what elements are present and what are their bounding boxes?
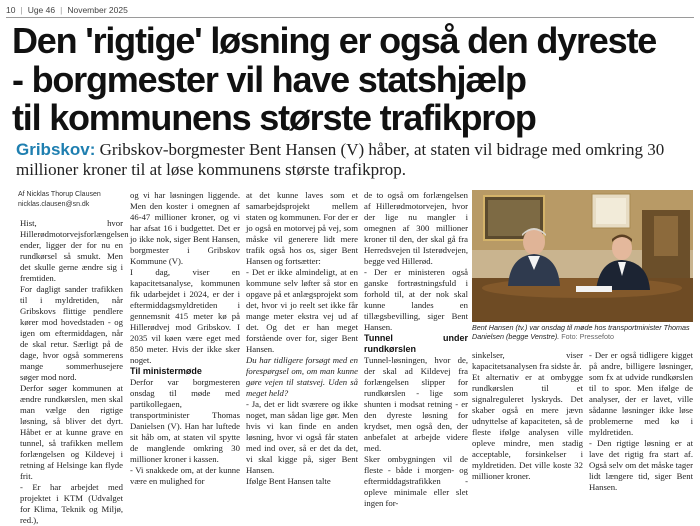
photo-credit: Foto: Pressefoto bbox=[561, 332, 614, 341]
paragraph: de to også om forlængelsen af Hillerødmotorvejen, hvor der lige nu mangler i omegnen af 300 millioner kroner til den, der skal gå fra Herredsvejen til Isterødvejen, begge ved Hillerød. bbox=[364, 190, 468, 266]
paragraph: Ifølge Bent Hansen talte bbox=[246, 476, 331, 486]
folio-week: Uge 46 bbox=[27, 5, 56, 15]
paragraph: - Der er ministeren også ganske fortrøstningsfuld i forhold til, at der nok skal kunne landes en tillægsbevilling, siger Bent Hansen. bbox=[364, 267, 468, 332]
paragraph: Tunnel-løsningen, hvor de, der skal ad Kildevej fra forlængelsen slipper for rundkørslen - lige som shunten i modsat retning - er den dyreste løsning for krydset, men også den, der anbefalet at arbejde videre med. bbox=[364, 355, 468, 453]
article-column-5 bbox=[472, 350, 583, 480]
paragraph: - Det er ikke almindeligt, at en kommune selv løfter så stor en opgave på et anlægsprojekt som det, hvor vi jo reelt set ikke får mange meter ekstra vej ud af det. Og det er han meget forstående over for, siger Bent Hansen. bbox=[246, 267, 358, 354]
byline-author: Af Nicklas Thorup Clausen bbox=[18, 191, 101, 198]
meeting-photo-illustration bbox=[472, 190, 693, 322]
paragraph: at det kunne laves som et samarbejdsprojekt mellem staten og kommunen. For der er jo også en motorvej på vej, som måske vil generere lidt mere trafik også hos os, siger Bent Hansen og fortsætter: bbox=[246, 190, 358, 266]
byline-email: nicklas.clausen@sn.dk bbox=[18, 201, 90, 208]
article-column-2 bbox=[130, 190, 240, 486]
article-column-1 bbox=[20, 218, 129, 525]
interview-question: Du har tidligere forsøgt med en forespørgsel om, om man kunne gøre vejen til statsvej. Uden så meget held? bbox=[246, 355, 358, 398]
paragraph: - Vi snakkede om, at der kunne være en mulighed for bbox=[130, 465, 240, 486]
paragraph: og vi har løsningen liggende. Men den koster i omegnen af 46-47 millioner kroner, og vi har afsat 16 i budgettet. Det er jo ikke nok, siger Bent Hansen, borgmester i Gribskov Kommune (V). bbox=[130, 190, 240, 266]
folio-rule bbox=[6, 17, 694, 18]
paragraph: - Den rigtige løsning er at lave det rigtig fra start af. Også selv om det måske tager lidt længere tid, siger Bent Hansen. bbox=[589, 438, 693, 492]
headline-line-2: - borgmester vil have statshjælp bbox=[12, 58, 526, 100]
paragraph: Hist, hvor Hillerødmotorvejsforlængelsen ender, ligger der for nu en rundkørsel så smukt. Men det skulle gerne ændre sig i fremtiden. bbox=[20, 218, 129, 283]
paragraph: - Ja, det er lidt sværere og ikke noget, man sådan lige gør. Men hvis vi kan finde en anden løsning, hvor vi også får staten med ind over, så er det da det, vi skal kigge på, siger Bent Hansen. bbox=[246, 399, 358, 475]
subheading: Til ministermøde bbox=[130, 366, 202, 376]
article-column-4 bbox=[364, 190, 468, 508]
photo-caption bbox=[472, 323, 693, 341]
folio bbox=[6, 3, 128, 17]
folio-separator: | bbox=[20, 5, 23, 15]
folio-separator: | bbox=[60, 5, 63, 15]
headline-line-3: til kommunens største trafikprop bbox=[12, 97, 536, 138]
paragraph: - Er har arbejdet med projektet i KTM (Udvalget for Klima, Teknik og Miljø, red.), bbox=[20, 482, 123, 525]
lead-paragraph bbox=[16, 140, 692, 180]
news-photo bbox=[472, 190, 693, 322]
article-column-6 bbox=[589, 350, 693, 492]
headline bbox=[12, 22, 692, 138]
page-number: 10 bbox=[6, 5, 16, 15]
paragraph: I dag, viser en kapacitetsanalyse, kommunen fik udarbejdet i 2024, er der i eftermiddagsmyldretiden i gennemsnit 415 meter kø på Hillerødvej mod Gribskov. I 2035 vil køen være eget med 850 meter. Hvis der ikke sker noget. bbox=[130, 267, 240, 365]
byline bbox=[18, 190, 118, 210]
paragraph: sinkelser, viser kapacitetsanalysen fra sidste år. bbox=[472, 350, 583, 371]
paragraph: Derfor var borgmesteren onsdag til møde med partikollegaen, transportminister Thomas Danielsen (V). Han har luftede sit håb om, at staten vil spytte de manglende omkring 30 millioner kroner i kassen. bbox=[130, 377, 240, 464]
folio-date: November 2025 bbox=[67, 5, 128, 15]
paragraph: Derfor søger kommunen at ændre rundkørslen, men skal man vælge den rigtige løsning, så bliver det dyrt. Håbet er at kunne grave en tunnel, så trafikken mellem forlængelsen og Kildevej i retning af Helsinge kan flyde frit. bbox=[20, 383, 123, 481]
article-column-3 bbox=[246, 190, 358, 486]
paragraph: Sker ombygningen vil de fleste - både i morgen- og eftermiddagstrafikken - opleve minimale eller slet ingen for- bbox=[364, 454, 468, 508]
paragraph: For dagligt sander trafikken til i myldretiden, når Gribskovs flittige pendlere kører mod hovedstaden - og igen om eftermiddagen, når de skal retur. Særligt på de dage, hvor også sommerens mange sommerhusejere søger mod nord. bbox=[20, 284, 123, 382]
subheading: Tunnel under rundkørslen bbox=[364, 333, 468, 354]
caption-text: Bent Hansen (tv.) var onsdag til møde hos transportminister Thomas Danielsen (begge Venstre). bbox=[472, 323, 690, 341]
paragraph: Et alternativ er at ombygge rundkørslen til et signalreguleret lyskryds. Det skaber også en mere jævn udnyttelse af kapaciteten, så de fleste ifølge analysen ville opleve mindre, men stadig acceptable, forsinkelser i myldretiden. Det ville koste 32 millioner kroner. bbox=[472, 372, 583, 481]
lead-text: Gribskov-borgmester Bent Hansen (V) håber, at staten vil bidrage med omkring 30 millioner kroner til at løse kommunens største trafikprop. bbox=[16, 140, 665, 179]
paragraph: - Der er også tidligere kigget på andre, billigere løsninger, som fx at udvide rundkørslen til to spor. Men ifølge de analyser, der er lavet, ville sådanne løsninger ikke løse problemerne med kø i myldretiden. bbox=[589, 350, 693, 437]
lead-kicker: Gribskov: bbox=[16, 140, 96, 159]
headline-line-1: Den 'rigtige' løsning er også den dyreste bbox=[12, 20, 657, 61]
